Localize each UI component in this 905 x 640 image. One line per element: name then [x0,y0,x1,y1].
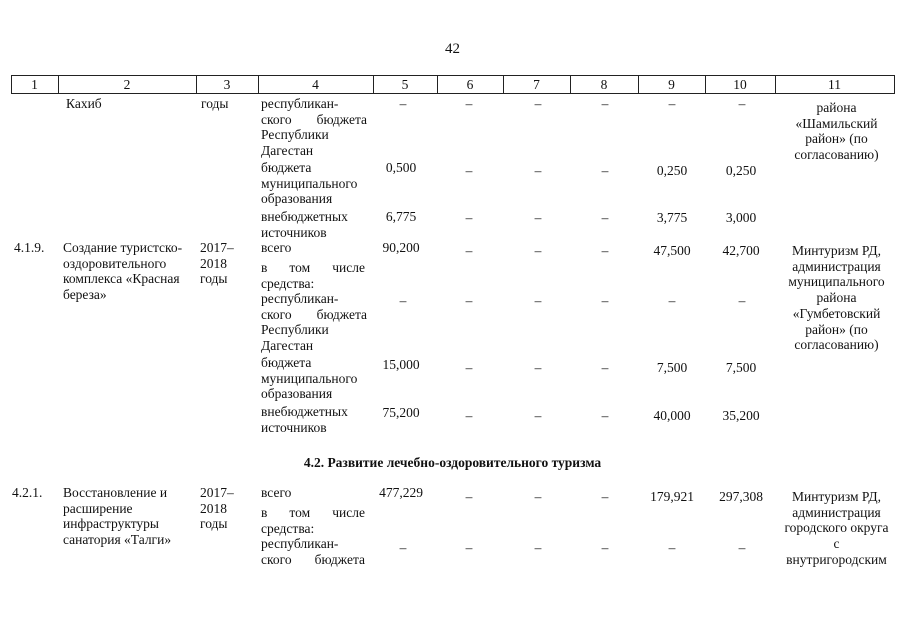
text-line: комплекса «Красная [63,271,180,287]
header-col-3: 3 [223,77,231,92]
text-line: 2017– [200,240,234,255]
cell-value: 3,775 [656,210,688,225]
text-line: республикан- [261,96,339,111]
dash: – [465,243,473,258]
text-line: внебюджетных [261,209,348,224]
cell-value: 6,775 [385,209,417,224]
text-line: республикан- [261,291,339,306]
dash: – [668,96,676,111]
text-line: «Гумбетовский [792,305,881,321]
text-line: средства: [261,520,315,536]
page-number: 42 [445,41,460,57]
header-col-5: 5 [401,77,409,92]
cell-source-municipal [261,355,357,402]
header-col-6: 6 [466,77,474,92]
header-col-10: 10 [733,77,747,92]
cell-source-total: всего [261,485,292,500]
text-line: республикан- [261,536,339,551]
text-line: годы [200,271,228,287]
dash: – [399,96,407,111]
dash: – [738,293,746,308]
header-col-9: 9 [668,77,675,92]
cell-value: 0,500 [385,160,417,175]
dash: – [601,293,609,308]
text-line: Минтуризм РД, [791,243,882,258]
cell-years [200,240,234,287]
text-line: бюджета [261,160,312,175]
dash: – [534,163,542,178]
cell-value: 35,200 [722,408,760,423]
cell-years: годы [201,96,229,111]
text-line: средства: [261,275,315,291]
text-line: бюджета [261,355,312,370]
dash: – [465,408,473,423]
cell-value: 477,229 [379,485,423,500]
section-title: 4.2. Развитие лечебно-оздоровительного туризма [303,455,602,470]
dash: – [534,360,542,375]
dash: – [601,96,609,111]
text-line: Создание туристско- [63,240,183,255]
cell-name: Кахиб [66,96,102,111]
dash: – [465,489,473,504]
text-line: внутригородским [786,551,887,567]
text-line: 2018 [200,500,227,516]
cell-number: 4.2.1. [12,485,43,500]
text-line: муниципального [788,274,885,290]
text-line: инфраструктуры [63,516,159,532]
dash: – [738,96,746,111]
text-line: ского бюджета [261,551,365,567]
text-line: района [816,290,857,306]
dash: – [534,489,542,504]
text-line: в том числе [261,505,365,520]
dash: – [534,293,542,308]
dash: – [534,408,542,423]
text-line: ского бюджета [261,306,367,322]
text-line: Минтуризм РД, [791,489,882,504]
text-line: в том числе [261,260,365,275]
dash: – [534,96,542,111]
dash: – [399,540,407,555]
cell-value: 75,200 [382,405,420,420]
cell-name [63,485,171,548]
dash: – [601,210,609,225]
text-line: источников [261,224,327,240]
text-line: годы [200,516,228,532]
cell-name [63,240,182,303]
dash: – [738,540,746,555]
cell-value: 90,200 [382,240,420,255]
cell-source-incl [261,505,365,536]
dash: – [465,360,473,375]
dash: – [534,243,542,258]
cell-source-municipal [261,160,357,207]
text-line: Дагестан [261,143,314,159]
cell-value: 40,000 [653,408,691,423]
dash: – [601,489,609,504]
text-line: Республики [261,322,329,338]
dash: – [465,163,473,178]
text-line: район» (по [805,321,868,337]
text-line: с [833,536,840,552]
text-line: внебюджетных [261,404,348,419]
dash: – [668,540,676,555]
cell-executor [779,489,894,568]
cell-years [200,485,234,532]
cell-source-republic [261,291,367,354]
dash: – [601,360,609,375]
text-line: район» (по [805,131,868,147]
text-line: санатория «Талги» [63,532,172,548]
cell-value: 0,250 [725,163,757,178]
text-line: оздоровительного [63,255,167,271]
cell-value: 179,921 [650,489,694,504]
cell-number: 4.1.9. [14,240,45,255]
dash: – [534,210,542,225]
cell-source-republic [261,536,365,567]
text-line: администрация [792,504,881,520]
cell-source-total: всего [261,240,292,255]
dash: – [668,293,676,308]
text-line: Дагестан [261,338,314,354]
text-line: Республики [261,127,329,143]
cell-value: 47,500 [653,243,691,258]
text-line: образования [261,191,333,207]
text-line: ского бюджета [261,111,367,127]
cell-value: 7,500 [725,360,757,375]
cell-value: 297,308 [719,489,763,504]
dash: – [601,540,609,555]
text-line: администрация [792,258,881,274]
cell-source-republic [261,96,367,159]
cell-value: 15,000 [382,357,420,372]
dash: – [465,293,473,308]
header-col-2: 2 [123,77,131,92]
text-line: 2017– [200,485,234,500]
cell-value: 7,500 [656,360,688,375]
text-line: согласованию) [794,337,879,353]
cell-value: 42,700 [722,243,760,258]
cell-executor [779,243,894,353]
text-line: образования [261,386,333,402]
dash: – [534,540,542,555]
text-line: расширение [63,500,133,516]
dash: – [465,210,473,225]
text-line: района [816,100,857,115]
cell-source-extrabudget [261,209,348,240]
dash: – [465,96,473,111]
text-line: муниципального [261,175,358,191]
header-col-4: 4 [312,77,319,92]
cell-executor [779,100,894,163]
text-line: согласованию) [794,147,879,163]
cell-value: 3,000 [725,210,757,225]
dash: – [601,163,609,178]
header-col-7: 7 [533,77,540,92]
text-line: городского округа [784,520,889,536]
dash: – [465,540,473,555]
text-line: «Шамильский [795,115,878,131]
text-line: 2018 [200,255,227,271]
dash: – [601,243,609,258]
text-line: Восстановление и [63,485,168,500]
header-col-1: 1 [31,77,38,92]
dash: – [399,293,407,308]
dash: – [601,408,609,423]
header-col-11: 11 [828,77,841,92]
cell-source-incl [261,260,365,291]
cell-value: 0,250 [656,163,688,178]
text-line: источников [261,419,327,435]
cell-source-extrabudget [261,404,348,435]
header-col-8: 8 [600,77,608,92]
text-line: муниципального [261,370,358,386]
text-line: береза» [63,287,107,303]
